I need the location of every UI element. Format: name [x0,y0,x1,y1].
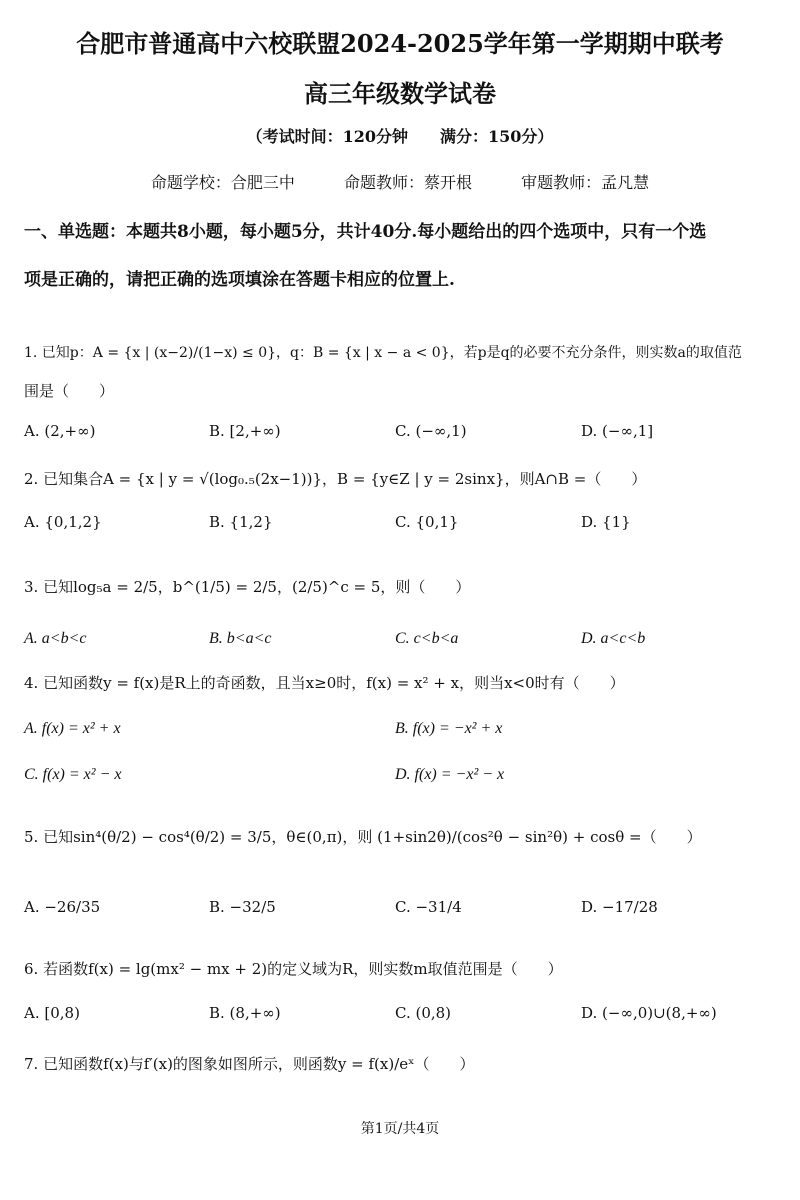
q3-option-d: D. a<c<b [581,630,646,647]
question-7-stem: 7. 已知函数f(x)与f′(x)的图象如图所示，则函数y = f(x)/eˣ（ ） [24,1055,475,1073]
q2-option-a: A. {0,1,2} [24,513,102,531]
q4-option-a: A. f(x) = x² + x [24,720,121,737]
question-6-stem: 6. 若函数f(x) = lg(mx² − mx + 2)的定义域为R，则实数m取值范围是（ ） [24,960,563,978]
question-5-stem: 5. 已知sin⁴(θ/2) − cos⁴(θ/2) = 3/5，θ∈(0,π)，则 (1+sin2θ)/(cos²θ − sin²θ) + cosθ =（ ） [24,828,702,846]
reviewer: 审题教师：孟凡慧 [521,173,650,192]
exam-subtitle: 高三年级数学试卷 [304,79,496,108]
q1-option-a: A. (2,+∞) [24,422,96,440]
q3-option-b: B. b<a<c [209,630,272,647]
q6-option-c: C. (0,8) [395,1004,452,1022]
q6-option-d: D. (−∞,0)∪(8,+∞) [581,1004,717,1022]
q6-option-a: A. [0,8) [24,1004,80,1022]
q5-option-d: D. −17/28 [581,898,658,916]
q2-option-c: C. {0,1} [395,513,459,531]
q5-option-c: C. −31/4 [395,898,462,916]
q4-option-b: B. f(x) = −x² + x [395,720,503,737]
question-1-stem2: 围是（ ） [24,382,115,400]
q1-option-b: B. [2,+∞) [209,422,281,440]
q3-option-a: A. a<b<c [24,630,87,647]
q5-option-a: A. −26/35 [24,898,101,916]
exam-title: 合肥市普通高中六校联盟2024-2025学年第一学期期中联考 [76,29,724,58]
section-heading-line2: 项是正确的，请把正确的选项填涂在答题卡相应的位置上. [24,270,455,290]
q1-option-c: C. (−∞,1) [395,422,467,440]
page-number: 第1页/共4页 [360,1121,440,1137]
q3-option-c: C. c<b<a [395,630,459,647]
exam-info: （考试时间：120分钟 满分：150分） [246,127,554,146]
school: 命题学校：合肥三中 [150,173,295,192]
q2-option-b: B. {1,2} [209,513,273,531]
section-heading-line1: 一、单选题：本题共8小题，每小题5分，共计40分.每小题给出的四个选项中，只有一个选 [24,222,707,242]
q6-option-b: B. (8,+∞) [209,1004,281,1022]
q4-option-d: D. f(x) = −x² − x [395,766,505,783]
author: 命题教师：蔡开根 [343,173,472,192]
q4-option-c: C. f(x) = x² − x [24,766,122,783]
q5-option-b: B. −32/5 [209,898,276,916]
question-2-stem: 2. 已知集合A = {x | y = √(log₀.₅(2x−1))}，B = {y∈Z | y = 2sinx}，则A∩B =（ ） [24,470,647,488]
exam-meta [0,170,800,193]
question-1-stem: 1. 已知p：A = {x | (x−2)/(1−x) ≤ 0}，q：B = {x | x − a < 0}，若p是q的必要不充分条件，则实数a的取值范 [24,345,742,361]
question-4-stem: 4. 已知函数y = f(x)是R上的奇函数，且当x≥0时，f(x) = x² + x，则当x<0时有（ ） [24,674,625,692]
q2-option-d: D. {1} [581,513,631,531]
question-3-stem: 3. 已知log₅a = 2/5，b^(1/5) = 2/5，(2/5)^c = 5，则（ ） [24,578,471,596]
q1-option-d: D. (−∞,1] [581,422,654,440]
